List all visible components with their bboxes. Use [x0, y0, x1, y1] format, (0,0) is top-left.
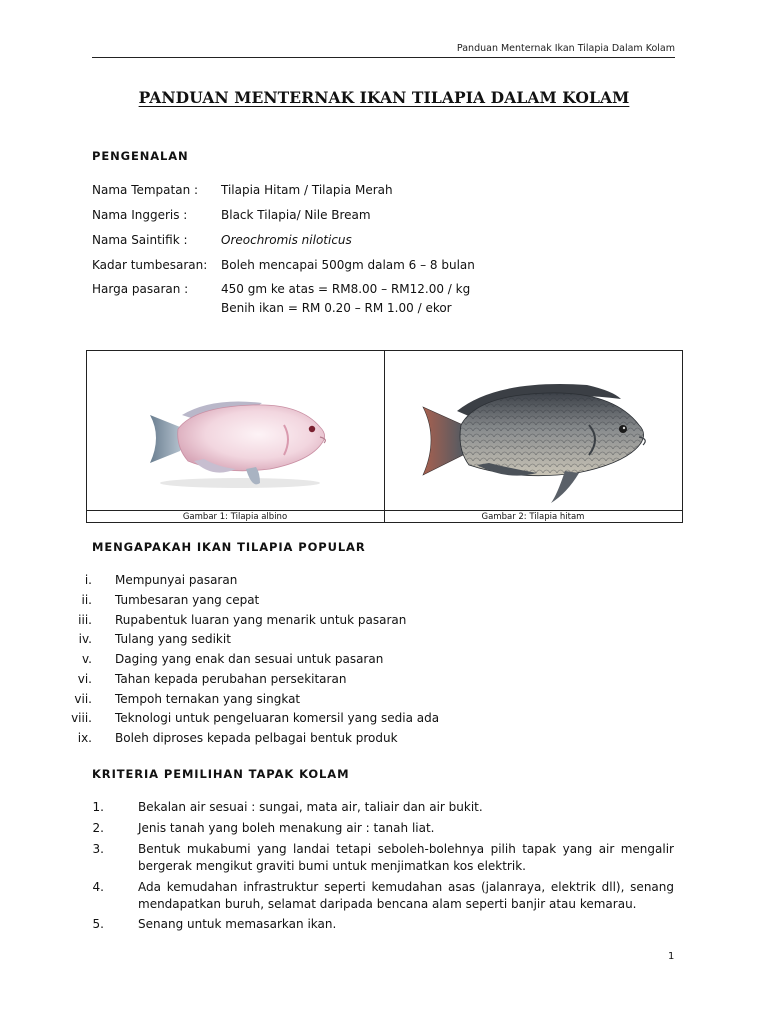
list-marker: 4. — [92, 880, 104, 894]
intro-value-secondary: Benih ikan = RM 0.20 – RM 1.00 / ekor — [221, 301, 452, 315]
list-item: Tulang yang sedikit — [115, 632, 231, 646]
list-item: Ada kemudahan infrastruktur seperti kemudahan asas (jalanraya, elektrik dll), senang mendapatkan buruh, selamat daripada bencana alam seperti banjir atau kemarau. — [138, 880, 674, 911]
intro-value: Boleh mencapai 500gm dalam 6 – 8 bulan — [221, 258, 475, 272]
section-heading-popular: MENGAPAKAH IKAN TILAPIA POPULAR — [92, 540, 366, 554]
intro-value: Tilapia Hitam / Tilapia Merah — [221, 183, 393, 197]
figure-caption: Gambar 2: Tilapia hitam — [481, 512, 585, 522]
list-marker: vi. — [77, 672, 92, 686]
list-marker: i. — [84, 573, 92, 587]
list-marker: ix. — [77, 731, 92, 745]
list-marker: ii. — [81, 593, 92, 607]
list-item: Senang untuk memasarkan ikan. — [138, 917, 337, 931]
list-marker: 1. — [92, 800, 104, 814]
list-item: Daging yang enak dan sesuai untuk pasaran — [115, 652, 384, 666]
list-item: Bentuk mukabumi yang landai tetapi seboleh-bolehnya pilih tapak yang air mengalir bergerak mengikut graviti bumi untuk menjimatkan kos elektrik. — [138, 842, 674, 873]
intro-label: Harga pasaran : — [92, 282, 189, 296]
figure-divider — [384, 351, 385, 522]
intro-label: Nama Inggeris : — [92, 208, 188, 222]
list-marker: 5. — [92, 917, 104, 931]
list-item: Jenis tanah yang boleh menakung air : tanah liat. — [138, 821, 435, 835]
section-heading-criteria: KRITERIA PEMILIHAN TAPAK KOLAM — [92, 767, 350, 781]
figure-table — [86, 350, 683, 523]
header-rule — [92, 57, 675, 58]
list-item: Bekalan air sesuai : sungai, mata air, taliair dan air bukit. — [138, 800, 483, 814]
intro-value-scientific-name: Oreochromis niloticus — [221, 233, 352, 247]
intro-label: Kadar tumbesaran: — [92, 258, 208, 272]
list-item: Boleh diproses kepada pelbagai bentuk produk — [115, 731, 398, 745]
list-item: Tempoh ternakan yang singkat — [115, 692, 301, 706]
section-heading-pengenalan: PENGENALAN — [92, 149, 189, 163]
intro-value: 450 gm ke atas = RM8.00 – RM12.00 / kg — [221, 282, 471, 296]
list-marker: vii. — [74, 692, 92, 706]
list-marker: iii. — [78, 613, 92, 627]
page-number: 1 — [668, 951, 675, 962]
document-title: PANDUAN MENTERNAK IKAN TILAPIA DALAM KOLAM — [138, 88, 630, 107]
figure-caption: Gambar 1: Tilapia albino — [182, 512, 288, 522]
intro-label: Nama Tempatan : — [92, 183, 199, 197]
intro-label: Nama Saintifik : — [92, 233, 188, 247]
list-marker: iv. — [78, 632, 92, 646]
list-item: Rupabentuk luaran yang menarik untuk pasaran — [115, 613, 407, 627]
list-marker: viii. — [71, 711, 92, 725]
tilapia-hitam-image — [417, 377, 657, 512]
list-marker: 2. — [92, 821, 104, 835]
running-header: Panduan Menternak Ikan Tilapia Dalam Kolam — [456, 43, 675, 54]
list-item: Mempunyai pasaran — [115, 573, 238, 587]
tilapia-albino-image — [142, 389, 337, 494]
list-marker: v. — [82, 652, 92, 666]
list-item: Tumbesaran yang cepat — [115, 593, 260, 607]
list-marker: 3. — [92, 842, 104, 856]
list-item: Tahan kepada perubahan persekitaran — [115, 672, 347, 686]
intro-value: Black Tilapia/ Nile Bream — [221, 208, 371, 222]
list-item: Teknologi untuk pengeluaran komersil yang sedia ada — [115, 711, 440, 725]
